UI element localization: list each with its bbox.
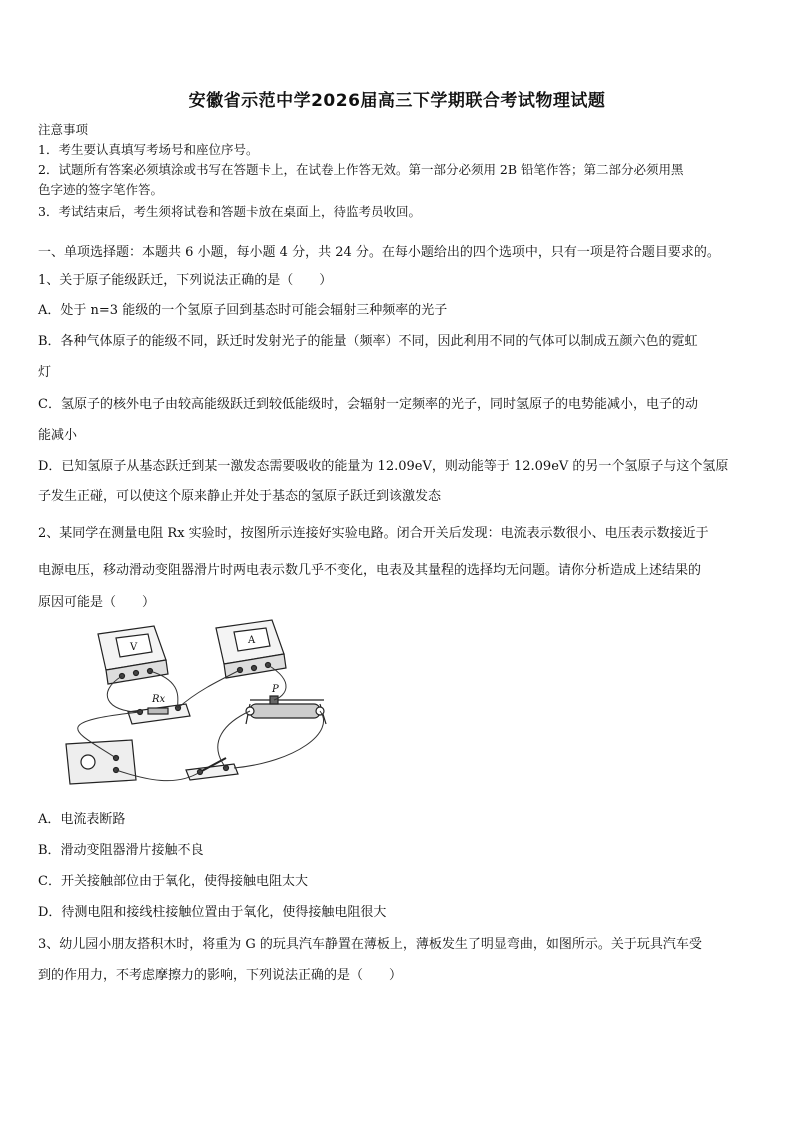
resistor-board [128,704,190,724]
question-option: C．氢原子的核外电子由较高能级跃迁到较低能级时，会辐射一定频率的光子，同时氢原子的电势能减小，电子的动 [38,397,698,412]
notice-heading: 注意事项 [38,122,89,137]
section-heading: 一、单项选择题：本题共 6 小题，每小题 4 分，共 24 分。在每小题给出的四个选项中，只有一项是符合题目要求的。 [38,245,720,260]
voltmeter [98,626,168,684]
power-supply [66,740,136,784]
question-stem: 2、某同学在测量电阻 Rx 实验时，按图所示连接好实验电路。闭合开关后发现：电流表示数很小、电压表示数接近于 [38,526,709,541]
question-option: D．已知氢原子从基态跃迁到某一激发态需要吸收的能量为 12.09eV，则动能等于 12.09eV 的另一个氢原子与这个氢原 [38,459,729,474]
question-option: D．待测电阻和接线柱接触位置由于氧化，使得接触电阻很大 [38,905,387,920]
slider-label: P [272,684,279,695]
ammeter [216,620,286,678]
rheostat [246,696,326,724]
circuit-figure [36,612,376,804]
notice-item: 1．考生要认真填写考场号和座位序号。 [38,142,259,157]
page-title: 安徽省示范中学2026届高三下学期联合考试物理试题 [188,91,606,111]
voltmeter-label: V [130,642,138,653]
question-option-continued: 灯 [38,365,52,380]
resistor-label: Rx [152,694,166,705]
ammeter-label: A [248,635,256,646]
notice-item: 3．考试结束后，考生须将试卷和答题卡放在桌面上，待监考员收回。 [38,204,421,219]
question-stem: 电源电压，移动滑动变阻器滑片时两电表示数几乎不变化，电表及其量程的选择均无问题。请你分析造成上述结果的 [38,563,702,578]
question-stem: 1、关于原子能级跃迁，下列说法正确的是（ ） [38,273,333,288]
question-option: A．处于 n=3 能级的一个氢原子回到基态时可能会辐射三种频率的光子 [38,303,448,318]
question-stem: 原因可能是（ ） [38,595,156,610]
notice-item: 2．试题所有答案必须填涂或书写在答题卡上，在试卷上作答无效。第一部分必须用 2B 铅笔作答；第二部分必须用黑 [38,162,684,177]
notice-item: 色字迹的签字笔作答。 [38,182,164,197]
question-option-continued: 子发生正碰，可以使这个原来静止并处于基态的氢原子跃迁到该激发态 [38,489,442,504]
switch [186,758,238,780]
question-option: B．各种气体原子的能级不同，跃迁时发射光子的能量（频率）不同，因此利用不同的气体可以制成五颜六色的霓虹 [38,334,698,349]
question-option: C．开关接触部位由于氧化，使得接触电阻太大 [38,874,308,889]
question-stem: 3、幼儿园小朋友搭积木时，将重为 G 的玩具汽车静置在薄板上，薄板发生了明显弯曲，如图所示。关于玩具汽车受 [38,937,702,952]
question-option: B．滑动变阻器滑片接触不良 [38,843,204,858]
question-option: A．电流表断路 [38,812,126,827]
question-stem: 到的作用力，不考虑摩擦力的影响，下列说法正确的是（ ） [38,968,403,983]
question-option-continued: 能减小 [38,428,78,443]
